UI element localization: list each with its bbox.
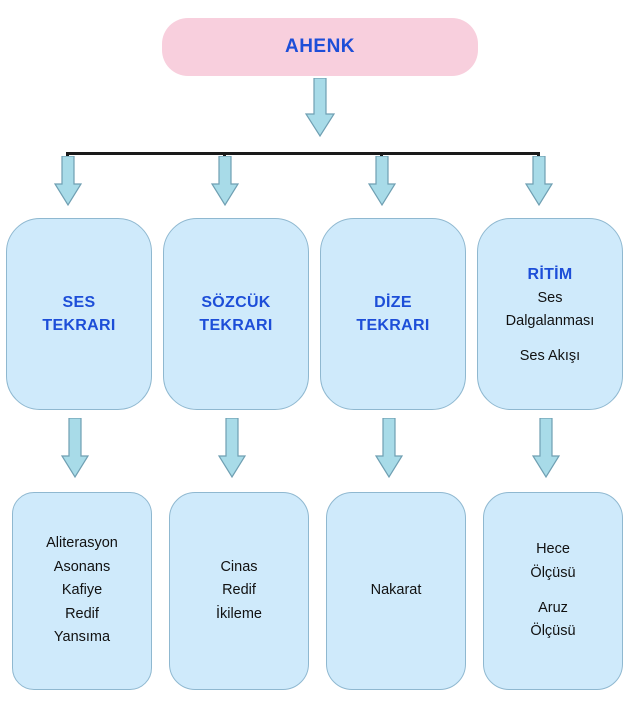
leaf-node-ses-tekrari (12, 492, 152, 690)
leaf-item: Ölçüsü (530, 564, 576, 581)
branch-title-line1: DİZE (374, 293, 412, 311)
leaf-item: Redif (222, 582, 256, 599)
down-arrow-icon-branch-3 (367, 156, 397, 208)
leaf-item: Yansıma (53, 629, 111, 646)
down-arrow-icon-leaf-4 (531, 418, 561, 480)
branch-node-dize-tekrari (320, 218, 466, 410)
leaf-item: Hece (536, 541, 570, 558)
horizontal-connector (66, 152, 540, 155)
leaf-node-dize-tekrari (326, 492, 466, 690)
branch-title-line1: SÖZCÜK (201, 293, 271, 311)
down-arrow-icon-leaf-3 (374, 418, 404, 480)
leaf-item: Aliterasyon (46, 535, 118, 552)
down-arrow-icon-branch-2 (210, 156, 240, 208)
leaf-node-ritim (483, 492, 623, 690)
down-arrow-icon-leaf-1 (60, 418, 90, 480)
leaf-item: Asonans (53, 558, 111, 575)
leaf-item: Nakarat (370, 582, 422, 599)
branch-title-line2: TEKRARI (356, 317, 430, 334)
down-arrow-icon-branch-4 (524, 156, 554, 208)
branch-subtitle-1: Ses (537, 290, 563, 307)
down-arrow-icon-leaf-2 (217, 418, 247, 480)
branch-title-line2: TEKRARI (199, 317, 273, 334)
branch-subtitle-3: Ses Akışı (519, 348, 581, 365)
branch-title-line1: RİTİM (527, 266, 573, 283)
branch-node-ses-tekrari (6, 218, 152, 410)
down-arrow-icon-root (303, 78, 337, 140)
leaf-item: Kafiye (61, 582, 103, 599)
branch-title-line2: TEKRARI (42, 317, 116, 334)
leaf-item: Ölçüsü (530, 623, 576, 640)
down-arrow-icon-branch-1 (53, 156, 83, 208)
branch-title-line1: SES (62, 293, 96, 311)
root-node-ahenk (162, 18, 478, 76)
leaf-item: İkileme (216, 605, 262, 622)
root-node-label: AHENK (284, 36, 356, 57)
branch-subtitle-2: Dalgalanması (505, 313, 595, 330)
branch-node-sozcuk-tekrari (163, 218, 309, 410)
leaf-item: Redif (65, 605, 99, 622)
leaf-node-sozcuk-tekrari (169, 492, 309, 690)
leaf-item: Cinas (220, 558, 258, 575)
branch-node-ritim (477, 218, 623, 410)
leaf-item: Aruz (538, 600, 568, 616)
